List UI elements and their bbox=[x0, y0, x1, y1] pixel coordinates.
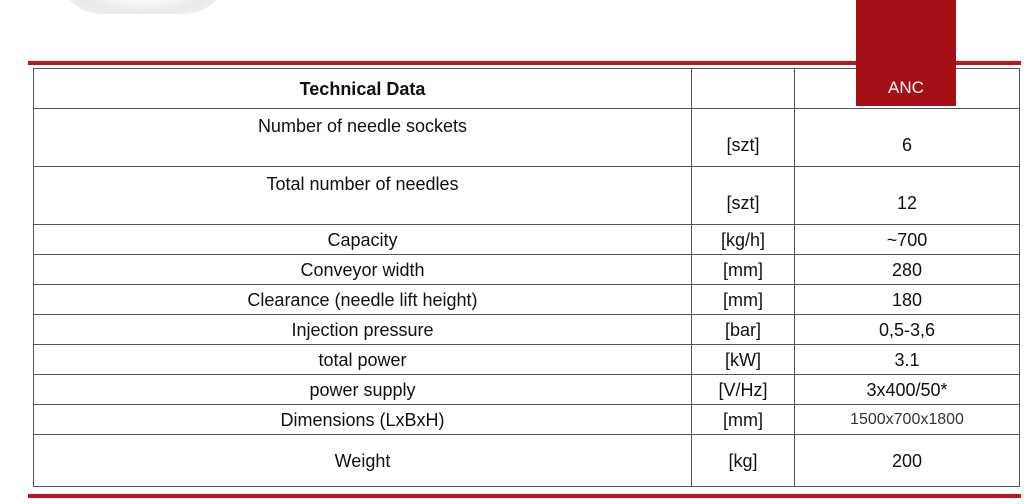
spec-label: Injection pressure bbox=[34, 315, 692, 345]
spec-unit: [kg] bbox=[692, 435, 795, 487]
table-row bbox=[34, 109, 1020, 167]
model-name: ANC bbox=[888, 78, 924, 97]
spec-value: 180 bbox=[795, 285, 1020, 315]
spec-label: total power bbox=[34, 345, 692, 375]
spec-label: Number of needle sockets bbox=[34, 109, 692, 167]
spec-value: 200 bbox=[795, 435, 1020, 487]
spec-value: 12 bbox=[795, 167, 1020, 225]
spec-unit: [V/Hz] bbox=[692, 375, 795, 405]
spec-label: Capacity bbox=[34, 225, 692, 255]
spec-unit: [kg/h] bbox=[692, 225, 795, 255]
model-header-tab bbox=[856, 0, 956, 106]
table-row bbox=[34, 315, 1020, 345]
spec-value: 1500x700x1800 bbox=[795, 405, 1020, 435]
spec-label: Total number of needles bbox=[34, 167, 692, 225]
spec-unit: [kW] bbox=[692, 345, 795, 375]
table-row bbox=[34, 435, 1020, 487]
spec-label: Dimensions (LxBxH) bbox=[34, 405, 692, 435]
spec-label: Conveyor width bbox=[34, 255, 692, 285]
spec-label: Weight bbox=[34, 435, 692, 487]
spec-unit: [mm] bbox=[692, 255, 795, 285]
table-row bbox=[34, 167, 1020, 225]
spec-label: power supply bbox=[34, 375, 692, 405]
table-row bbox=[34, 255, 1020, 285]
spec-unit: [bar] bbox=[692, 315, 795, 345]
table-row bbox=[34, 405, 1020, 435]
spec-value: 280 bbox=[795, 255, 1020, 285]
spec-unit: [szt] bbox=[692, 109, 795, 167]
table-row bbox=[34, 345, 1020, 375]
bottom-divider bbox=[28, 494, 1021, 498]
technical-data-table bbox=[33, 68, 1020, 487]
spec-label: Clearance (needle lift height) bbox=[34, 285, 692, 315]
spec-unit: [szt] bbox=[692, 167, 795, 225]
table-row bbox=[34, 225, 1020, 255]
spec-unit: [mm] bbox=[692, 405, 795, 435]
unit-header bbox=[692, 69, 795, 109]
spec-value: ~700 bbox=[795, 225, 1020, 255]
table-row bbox=[34, 375, 1020, 405]
spec-value: 6 bbox=[795, 109, 1020, 167]
spec-value: 0,5-3,6 bbox=[795, 315, 1020, 345]
table-title: Technical Data bbox=[34, 69, 692, 109]
spec-value: 3.1 bbox=[795, 345, 1020, 375]
table-row bbox=[34, 285, 1020, 315]
spec-unit: [mm] bbox=[692, 285, 795, 315]
logo-fragment bbox=[58, 0, 228, 14]
spec-value: 3x400/50* bbox=[795, 375, 1020, 405]
